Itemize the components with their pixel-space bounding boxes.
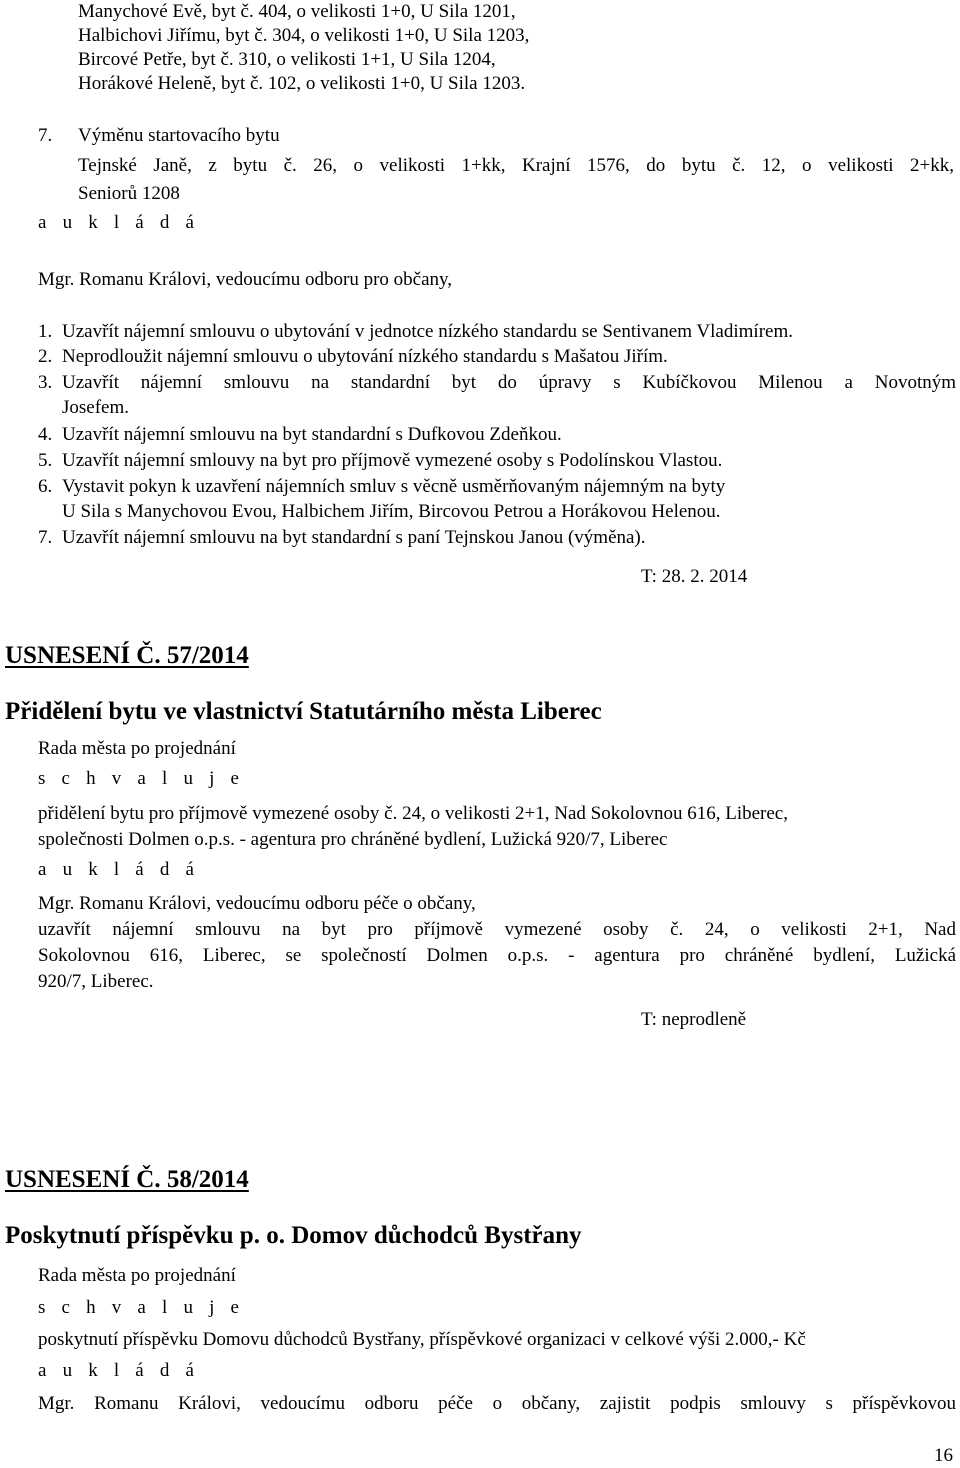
intro-line-2: Halbichovi Jiřímu, byt č. 304, o velikosti 1+0, U Sila 1203, bbox=[78, 25, 530, 46]
uklada-label: a u k l á d á bbox=[38, 212, 200, 233]
intro-line-1: Manychové Evě, byt č. 404, o velikosti 1+0, U Sila 1201, bbox=[78, 1, 516, 22]
task-text: Uzavřít nájemní smlouvu na standardní byt do úpravy s Kubíčkovou Milenou a Novotným bbox=[62, 372, 956, 393]
task-text: Uzavřít nájemní smlouvu na byt standardní s paní Tejnskou Janou (výměna). bbox=[62, 527, 646, 548]
item7-line-2: Seniorů 1208 bbox=[78, 183, 180, 204]
task-line-1: uzavřít nájemní smlouvu na byt pro příjmově vymezené osoby č. 24, o velikosti 2+1, Nad bbox=[38, 919, 956, 940]
rada-line: Rada města po projednání bbox=[38, 738, 236, 759]
task-text-continued: U Sila s Manychovou Evou, Halbichem Jiřím, Bircovou Petrou a Horákovou Helenou. bbox=[62, 501, 721, 522]
schvaluje-label: s c h v a l u j e bbox=[38, 768, 245, 789]
deadline: T: neprodleně bbox=[641, 1009, 747, 1030]
task-number: 3. bbox=[38, 372, 53, 393]
task-number: 4. bbox=[38, 424, 53, 445]
task-line-3: 920/7, Liberec. bbox=[38, 971, 154, 992]
intro-line-4: Horákové Heleně, byt č. 102, o velikosti 1+0, U Sila 1203. bbox=[78, 73, 526, 94]
mgr-line: Mgr. Romanu Královi, vedoucímu odboru pro občany, bbox=[38, 269, 453, 290]
task-text: Vystavit pokyn k uzavření nájemních smluv s věcně usměrňovaným nájemným na byty bbox=[62, 476, 726, 497]
deadline: T: 28. 2. 2014 bbox=[641, 566, 748, 587]
intro-line-3: Bircové Petře, byt č. 310, o velikosti 1+1, U Sila 1204, bbox=[78, 49, 496, 70]
item7-line-1: Tejnské Janě, z bytu č. 26, o velikosti 1+kk, Krajní 1576, do bytu č. 12, o velikosti 2+kk, bbox=[78, 155, 954, 176]
resolution-heading: USNESENÍ Č. 57/2014 bbox=[5, 642, 249, 669]
page-number: 16 bbox=[934, 1445, 953, 1466]
task-number: 6. bbox=[38, 476, 53, 497]
mgr-line: Mgr. Romanu Královi, vedoucímu odboru péče o občany, bbox=[38, 893, 476, 914]
schvaluje-label: s c h v a l u j e bbox=[38, 1297, 245, 1318]
approval-line-1: přidělení bytu pro příjmově vymezené osoby č. 24, o velikosti 2+1, Nad Sokolovnou 616, Liberec, bbox=[38, 803, 788, 824]
task-text-continued: Josefem. bbox=[62, 397, 130, 418]
task-text: Uzavřít nájemní smlouvu na byt standardní s Dufkovou Zdeňkou. bbox=[62, 424, 562, 445]
item7-title: Výměnu startovacího bytu bbox=[78, 125, 280, 146]
rada-line: Rada města po projednání bbox=[38, 1265, 236, 1286]
uklada-label: a u k l á d á bbox=[38, 859, 200, 880]
approval-line-2: společnosti Dolmen o.p.s. - agentura pro chráněné bydlení, Lužická 920/7, Liberec bbox=[38, 829, 668, 850]
task-number: 2. bbox=[38, 346, 53, 367]
task-text: Neprodloužit nájemní smlouvu o ubytování nízkého standardu s Mašatou Jiřím. bbox=[62, 346, 668, 367]
item7-number: 7. bbox=[38, 125, 53, 146]
task-text: Uzavřít nájemní smlouvy na byt pro příjmově vymezené osoby s Podolínskou Vlastou. bbox=[62, 450, 723, 471]
resolution-subtitle: Poskytnutí příspěvku p. o. Domov důchodců Bystřany bbox=[5, 1222, 582, 1249]
approval-line-1: poskytnutí příspěvku Domovu důchodců Bystřany, příspěvkové organizaci v celkové výši 2.000,- Kč bbox=[38, 1329, 806, 1350]
mgr-line: Mgr. Romanu Královi, vedoucímu odboru péče o občany, zajistit podpis smlouvy s příspěvkovou bbox=[38, 1393, 956, 1414]
task-text: Uzavřít nájemní smlouvu o ubytování v jednotce nízkého standardu se Sentivanem Vladimírem. bbox=[62, 321, 793, 342]
task-line-2: Sokolovnou 616, Liberec, se společností Dolmen o.p.s. - agentura pro chráněné bydlení, Lužická bbox=[38, 945, 956, 966]
task-number: 5. bbox=[38, 450, 53, 471]
task-number: 7. bbox=[38, 527, 53, 548]
task-number: 1. bbox=[38, 321, 53, 342]
resolution-subtitle: Přidělení bytu ve vlastnictví Statutárního města Liberec bbox=[5, 698, 602, 725]
uklada-label: a u k l á d á bbox=[38, 1360, 200, 1381]
resolution-heading: USNESENÍ Č. 58/2014 bbox=[5, 1166, 249, 1193]
